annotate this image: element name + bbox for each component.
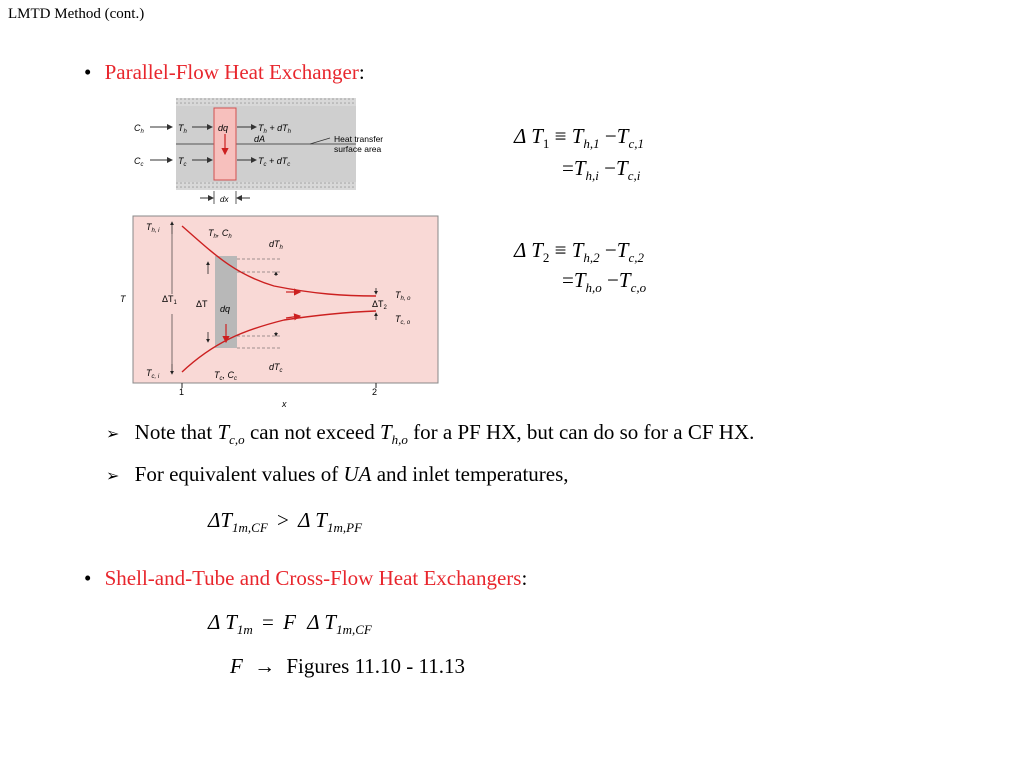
arrow-bullet-icon: ➢ bbox=[106, 466, 120, 485]
label-tco: $T_{c, o}$ bbox=[395, 314, 411, 326]
parallel-flow-element-diagram bbox=[120, 94, 410, 206]
equation-delta-t2-outlet: $=T_{h,o} -T_{c,o}$ bbox=[562, 268, 647, 296]
label-dx: dx bbox=[220, 195, 229, 204]
label-thi: $T_{h, i}$ bbox=[146, 222, 160, 234]
label-surface-area: surface area bbox=[334, 144, 382, 154]
label-dth: $dT_h$ bbox=[269, 239, 283, 251]
equation-delta-t1: Δ $T_1 \equiv T_{h,1} -T_{c,1}$ bbox=[514, 124, 644, 152]
label-heat-transfer: Heat transfer bbox=[334, 134, 384, 144]
figures-reference: F → Figures 11.10 - 11.13 bbox=[230, 654, 466, 678]
equation-delta-t2: Δ $T_2 \equiv T_{h,2} -T_{c,2}$ bbox=[514, 238, 644, 266]
arrow-bullet-icon: ➢ bbox=[106, 424, 120, 443]
lmtd-inequality: $\Delta T_{1m,CF} > \Delta$ $T_{1m,PF}$ bbox=[208, 508, 363, 536]
bottom-wall bbox=[176, 182, 356, 190]
label-cc: $C_c$ bbox=[134, 156, 144, 168]
label-th-ch: $T_h$, $C_h$ bbox=[208, 228, 232, 240]
section-1-heading bbox=[84, 60, 365, 85]
label-y-axis: T bbox=[120, 294, 126, 304]
label-dq-bottom: dq bbox=[220, 304, 231, 314]
x-tick-label-1: 1 bbox=[179, 387, 185, 397]
label-tci: $T_{c, i}$ bbox=[146, 368, 160, 380]
label-tc: $T_c$ bbox=[178, 156, 187, 168]
label-dt1: $\Delta T_1$ bbox=[162, 294, 177, 306]
label-tc-cc: $T_c$, $C_c$ bbox=[214, 370, 238, 382]
correction-factor-equation: Δ $T_{1m} = F$ Δ $T_{1m,CF}$ bbox=[208, 610, 372, 638]
slide-header: LMTD Method (cont.) bbox=[8, 6, 145, 22]
label-dt: ΔT bbox=[196, 299, 208, 309]
label-dtc: $dT_c$ bbox=[269, 362, 283, 374]
label-x-axis: x bbox=[282, 399, 287, 409]
label-tc-plus-dtc: $T_c + dT_c$ bbox=[258, 156, 291, 168]
bullet-glyph: • bbox=[84, 566, 92, 590]
section-2-heading bbox=[84, 566, 527, 591]
label-dt2: $\Delta T_2$ bbox=[372, 299, 387, 311]
top-wall bbox=[176, 98, 356, 106]
section-1-title: Parallel-Flow Heat Exchanger bbox=[104, 60, 359, 84]
label-th: $T_h$ bbox=[178, 123, 187, 135]
label-th-plus-dth: $T_h + dT_h$ bbox=[258, 123, 291, 135]
plot-area bbox=[133, 216, 438, 383]
section-2-colon: : bbox=[521, 566, 528, 590]
equation-delta-t1-inlet: $=T_{h,i} -T_{c,i}$ bbox=[562, 156, 641, 184]
label-tho: $T_{h, o}$ bbox=[395, 290, 411, 302]
x-tick-label-2: 2 bbox=[372, 387, 378, 397]
note-2: ➢ For equivalent values of UA and inlet temperatures, bbox=[106, 462, 569, 486]
section-2-title: Shell-and-Tube and Cross-Flow Heat Exchangers bbox=[104, 566, 522, 590]
bullet-glyph: • bbox=[84, 60, 92, 84]
temperature-profile-diagram bbox=[114, 214, 442, 410]
label-ch: $C_h$ bbox=[134, 123, 144, 135]
label-dq: dq bbox=[218, 123, 229, 133]
label-da: dA bbox=[254, 134, 266, 144]
note-1: ➢ Note that $T_{c,o}$ can not exceed $T_{h,o}$ for a PF HX, but can do so for a CF HX. bbox=[106, 420, 755, 448]
section-1-colon: : bbox=[358, 60, 365, 84]
